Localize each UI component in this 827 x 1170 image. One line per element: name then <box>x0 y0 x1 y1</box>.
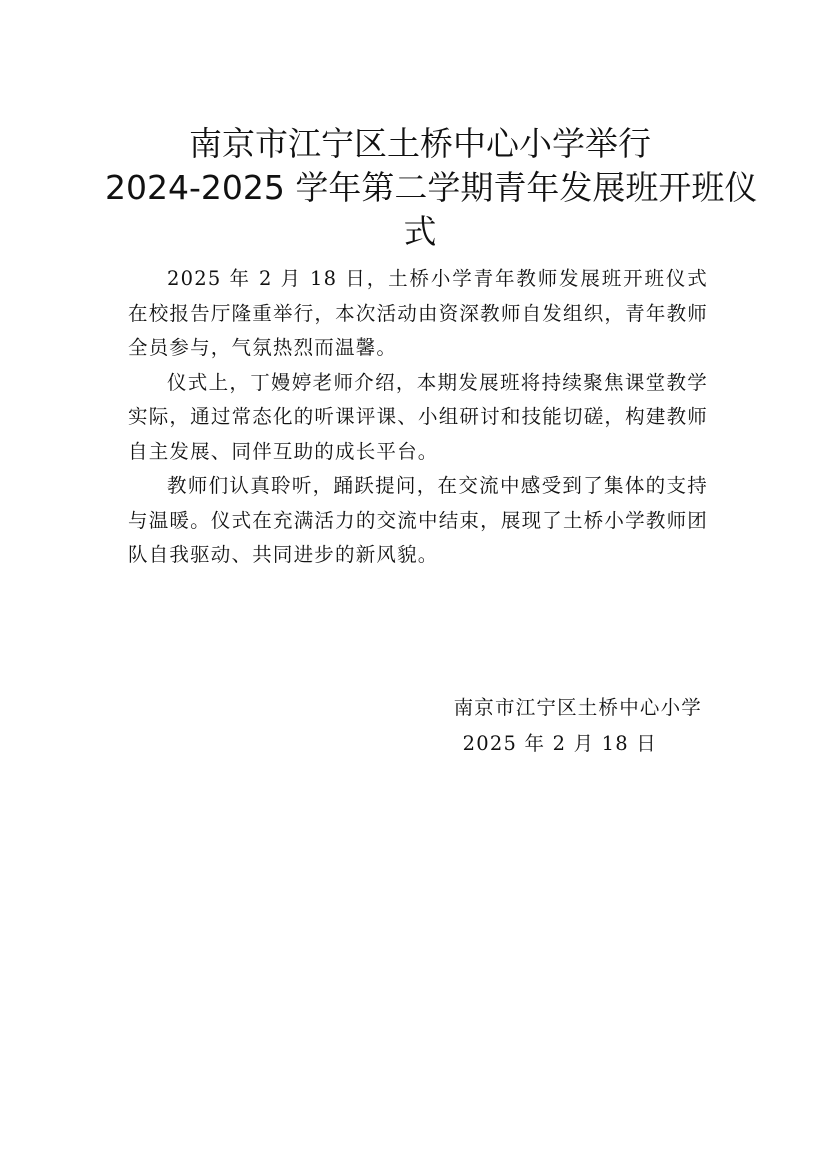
paragraph-3: 教师们认真聆听，踊跃提问，在交流中感受到了集体的支持与温暖。仪式在充满活力的交流中结束，展现了土桥小学教师团队自我驱动、共同进步的新风貌。 <box>128 474 708 566</box>
paragraph-2: 仪式上，丁嫚婷老师介绍，本期发展班将持续聚焦课堂教学实际，通过常态化的听课评课、小组研讨和技能切磋，构建教师自主发展、同伴互助的成长平台。 <box>128 370 708 463</box>
signature-date: 2025 年 2 月 18 日 <box>462 732 657 755</box>
title-line-1: 南京市江宁区土桥中心小学举行 <box>189 124 651 164</box>
document-title <box>100 122 758 254</box>
title-line-2: 2024-2025 学年第二学期青年发展班开班仪 <box>105 168 758 208</box>
signature-organization: 南京市江宁区土桥中心小学 <box>453 696 702 719</box>
article-body <box>128 262 708 573</box>
title-line-3: 式 <box>403 212 437 252</box>
paragraph-1: 2025 年 2 月 18 日，土桥小学青年教师发展班开班仪式在校报告厅隆重举行，本次活动由资深教师自发组织，青年教师全员参与，气氛热烈而温馨。 <box>128 267 708 359</box>
signature-block <box>400 690 702 762</box>
